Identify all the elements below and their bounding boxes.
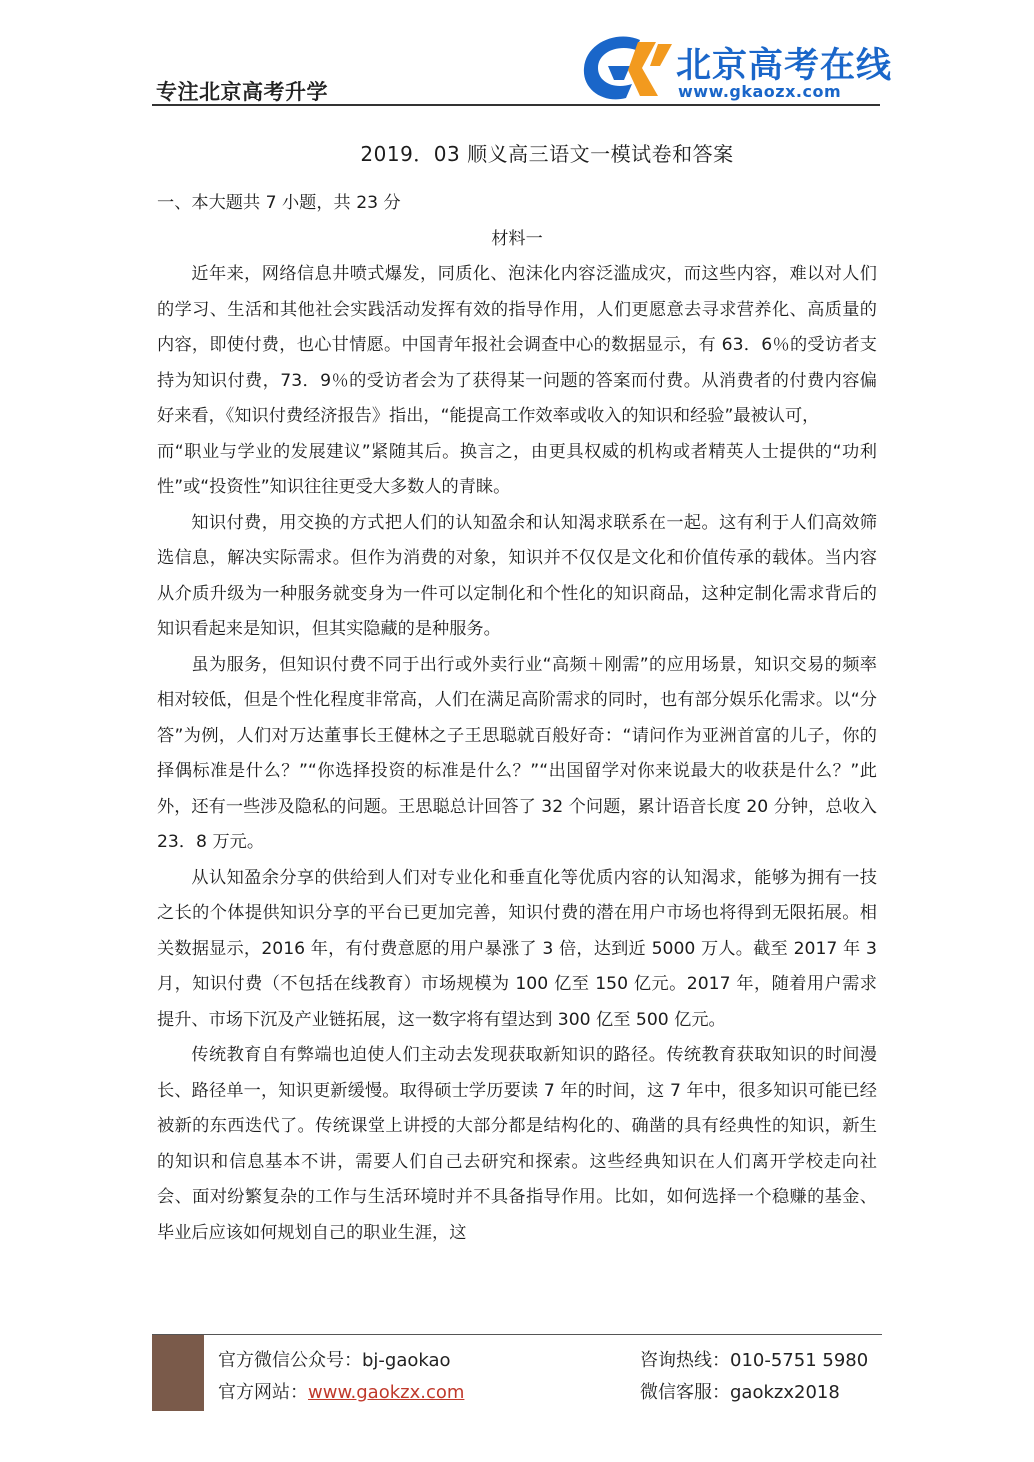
footer-service <box>640 1378 840 1404</box>
gk-logo-icon <box>578 32 674 104</box>
paragraph: 传统教育自有弊端也迫使人们主动去发现获取新知识的路径。传统教育获取知识的时间漫长、路径单一，知识更新缓慢。取得硕士学历要读 7 年的时间，这 7 年中，很多知识可能已经被新的东西迭代了。传统课堂上讲授的大部分都是结构化的、确凿的具有经典性的知识，新生的知识和信息基本不讲，需要人们自己去研究和探索。这些经典知识在人们离开学校走向社会、面对纷繁复杂的工作与生活环境时并不具备指导作用。比如，如何选择一个稳赚的基金、毕业后应该如何规划自己的职业生涯，这 <box>157 1045 877 1243</box>
wechat-value: bj-gaokao <box>362 1350 451 1371</box>
header-slogan: 专注北京高考升学 <box>156 80 328 104</box>
footer-website <box>218 1378 464 1404</box>
paragraph: 从认知盈余分享的供给到人们对专业化和垂直化等优质内容的认知渴求，能够为拥有一技之长的个体提供知识分享的平台已更加完善，知识付费的潜在用户市场也将得到无限拓展。相关数据显示，2016 年，有付费意愿的用户暴涨了 3 倍，达到近 5000 万人。截至 2017 年 3 月，知识付费（不包括在线教育）市场规模为 100 亿至 150 亿元。2017 年，随着用户需求提升、市场下沉及产业链拓展，这一数字将有望达到 300 亿至 500 亿元。 <box>157 867 877 1030</box>
hotline-value: 010-5751 5980 <box>730 1350 869 1371</box>
service-value: gaokzx2018 <box>730 1382 840 1403</box>
wechat-label: 官方微信公众号： <box>218 1350 362 1371</box>
document-title: 2019．03 顺义高三语文一模试卷和答案 <box>360 142 734 166</box>
paragraph: 虽为服务，但知识付费不同于出行或外卖行业“高频＋刚需”的应用场景，知识交易的频率相对较低，但是个性化程度非常高，人们在满足高阶需求的同时，也有部分娱乐化需求。以“分答”为例，人们对万达董事长王健林之子王思聪就百般好奇：“请问作为亚洲首富的儿子，你的择偶标准是什么？”“你选择投资的标准是什么？”“出国留学对你来说最大的收获是什么？”此外，还有一些涉及隐私的问题。王思聪总计回答了 32 个问题，累计语音长度 20 分钟，总收入 23．8 万元。 <box>157 654 877 852</box>
website-link[interactable]: www.gaokzx.com <box>308 1382 465 1403</box>
hotline-label: 咨询热线： <box>640 1350 730 1371</box>
footer-wechat <box>218 1346 451 1372</box>
logo-url[interactable]: www.gkaozx.com <box>678 82 842 101</box>
material-heading: 材料一 <box>491 228 543 249</box>
document-body <box>157 140 877 1251</box>
header-divider <box>152 104 880 106</box>
page-header <box>0 0 1034 110</box>
service-label: 微信客服： <box>640 1382 730 1403</box>
page-footer <box>152 1334 882 1412</box>
paragraph: 而“职业与学业的发展建议”紧随其后。换言之，由更具权威的机构或者精英人士提供的“功利性”或“投资性”知识往往更受大多数人的青睐。 <box>157 441 877 497</box>
footer-hotline <box>640 1346 868 1372</box>
website-label: 官方网站： <box>218 1382 308 1403</box>
site-logo[interactable] <box>578 30 893 106</box>
paragraph: 知识付费，用交换的方式把人们的认知盈余和认知渴求联系在一起。这有利于人们高效筛选信息，解决实际需求。但作为消费的对象，知识并不仅仅是文化和价值传承的载体。当内容从介质升级为一种服务就变身为一件可以定制化和个性化的知识商品，这种定制化需求背后的知识看起来是知识，但其实隐藏的是种服务。 <box>157 512 877 639</box>
footer-color-block <box>152 1335 204 1411</box>
paragraph: 近年来，网络信息井喷式爆发，同质化、泡沫化内容泛滥成灾，而这些内容，难以对人们的学习、生活和其他社会实践活动发挥有效的指导作用，人们更愿意去寻求营养化、高质量的内容，即使付费，也心甘情愿。中国青年报社会调查中心的数据显示，有 63．6％的受访者支持为知识付费，73．9％的受访者会为了获得某一问题的答案而付费。从消费者的付费内容偏好来看，《知识付费经济报告》指出，“能提高工作效率或收入的知识和经验”最被认可， <box>157 264 877 426</box>
logo-name: 北京高考在线 <box>676 46 893 86</box>
footer-divider <box>152 1334 882 1335</box>
section-heading: 一、本大题共 7 小题，共 23 分 <box>157 193 401 213</box>
